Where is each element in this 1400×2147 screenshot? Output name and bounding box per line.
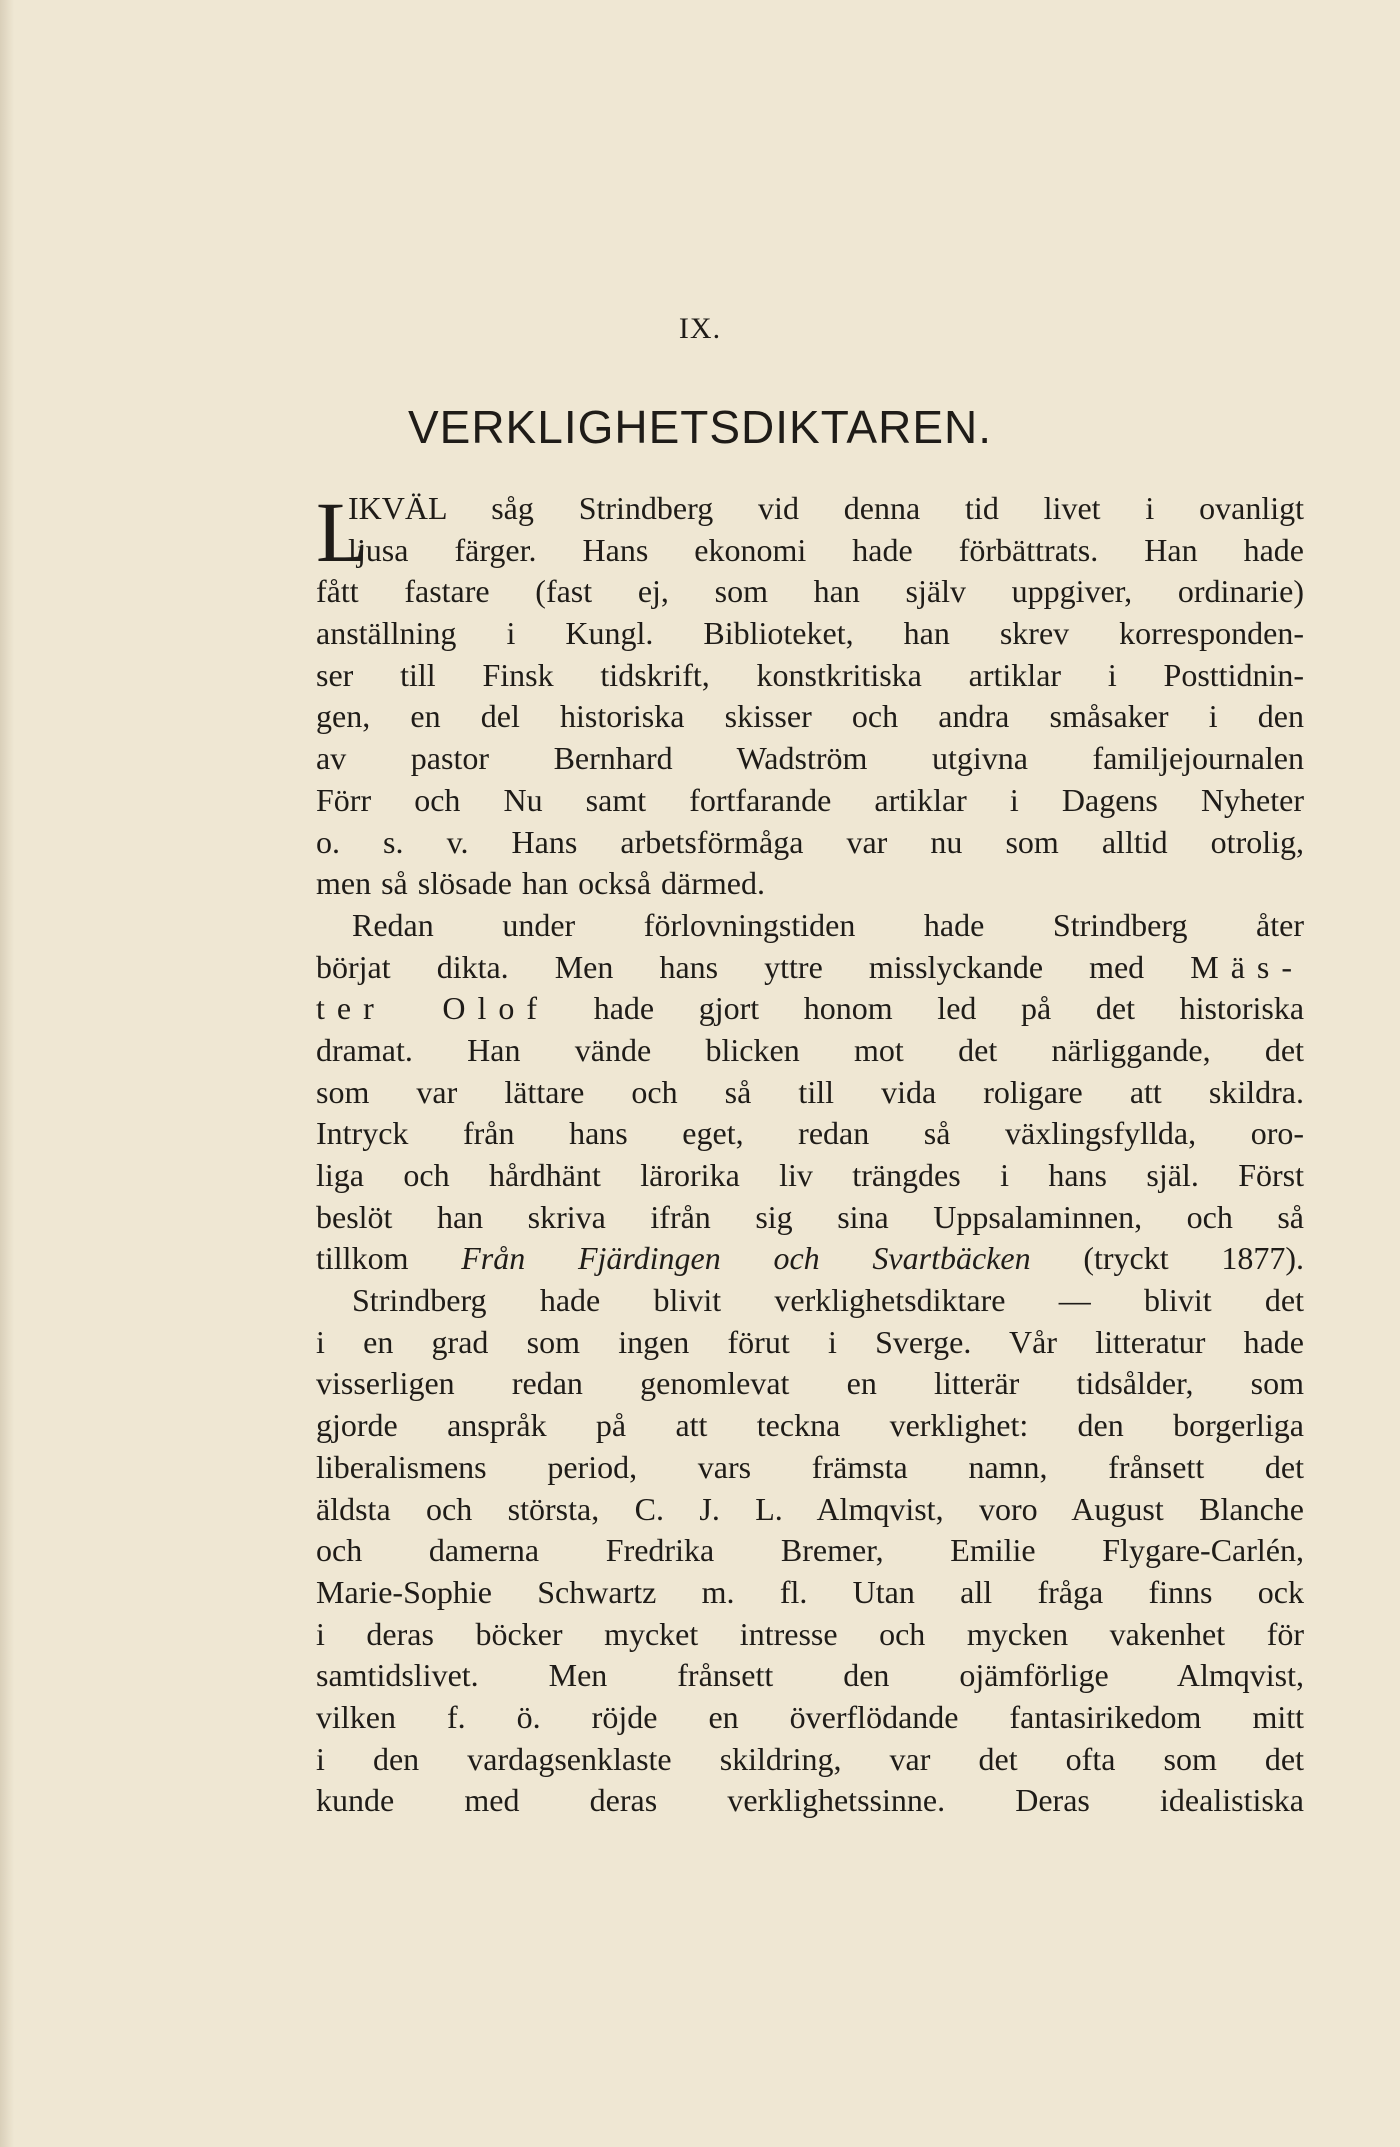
text-line: i den vardagsenklaste skildring, var det ofta som det [316,1740,1304,1777]
text-line: Intryck från hans eget, redan så växlingsfyllda, oro- [316,1115,1304,1152]
text-line: beslöt han skriva ifrån sig sina Uppsalaminnen, och så [316,1198,1304,1235]
chapter-number: IX. [678,312,722,345]
text-line: anställning i Kungl. Biblioteket, han skrev korresponden- [316,615,1304,652]
text-line [316,988,1304,1030]
text-segment: (tryckt 1877). [1030,1240,1304,1277]
text-line: i en grad som ingen förut i Sverge. Vår litteratur hade [316,1323,1304,1360]
chapter-title: VERKLIGHETSDIKTAREN. [407,401,993,453]
text-line: IKVÄL såg Strindberg vid denna tid livet i ovanligt [348,490,1304,526]
text-line: gjorde anspråk på att teckna verklighet: den borgerliga [316,1407,1304,1444]
text-line: fått fastare (fast ej, som han själv uppgiver, ordinarie) [316,573,1304,610]
text-line: Marie-Sophie Schwartz m. fl. Utan all fråga finns ock [316,1573,1304,1610]
text-line [316,947,1304,989]
text-line: som var lättare och så till vida roligare att skildra. [316,1073,1304,1110]
text-line: äldsta och största, C. J. L. Almqvist, voro August Blanche [316,1490,1304,1527]
text-line: samtidslivet. Men frånsett den ojämförlige Almqvist, [316,1657,1304,1694]
text-line: av pastor Bernhard Wadström utgivna familjejournalen [316,740,1304,777]
text-line: i deras böcker mycket intresse och mycken vakenhet för [316,1615,1304,1652]
text-line: Förr och Nu samt fortfarande artiklar i Dagens Nyheter [316,781,1304,818]
text-line: och damerna Fredrika Bremer, Emilie Flygare-Carlén, [316,1532,1304,1569]
text-line: ser till Finsk tidskrift, konstkritiska artiklar i Posttidnin- [316,656,1304,693]
italic-book-title: Från Fjärdingen och Svartbäcken [461,1240,1031,1277]
drop-cap: L [316,484,369,580]
text-line: gen, en del historiska skisser och andra småsaker i den [316,698,1304,735]
text-line: Strindberg hade blivit verklighetsdiktare — blivit det [352,1282,1304,1319]
text-line: liga och hårdhänt lärorika liv trängdes i hans själ. Först [316,1157,1304,1193]
text-line: Redan under förlovningstiden hade Strindberg åter [352,906,1304,943]
text-segment: hade gjort honom led på det historiska [593,990,1304,1027]
text-line: vilken f. ö. röjde en överflödande fantasirikedom mitt [316,1698,1304,1735]
text-line: liberalismens period, vars främsta namn, frånsett det [316,1448,1304,1485]
body-text [316,484,1304,1822]
text-line: ljusa färger. Hans ekonomi hade förbättrats. Han hade [348,531,1304,568]
text-line: kunde med deras verklighetssinne. Deras idealistiska [316,1782,1304,1819]
text-segment: börjat dikta. Men hans yttre misslyckande med [316,948,1191,985]
text-segment: tillkom [316,1240,462,1277]
text-line: o. s. v. Hans arbetsförmåga var nu som alltid otrolig, [316,823,1304,860]
spaced-title-part1: Mäs- [1190,948,1304,985]
text-line: men så slösade han också därmed. [316,865,765,902]
text-line [316,1238,1304,1280]
text-line: visserligen redan genomlevat en litterär tidsålder, som [316,1365,1304,1402]
text-line: dramat. Han vände blicken mot det närliggande, det [316,1031,1304,1068]
spaced-title-part2: ter Olof [316,990,550,1027]
